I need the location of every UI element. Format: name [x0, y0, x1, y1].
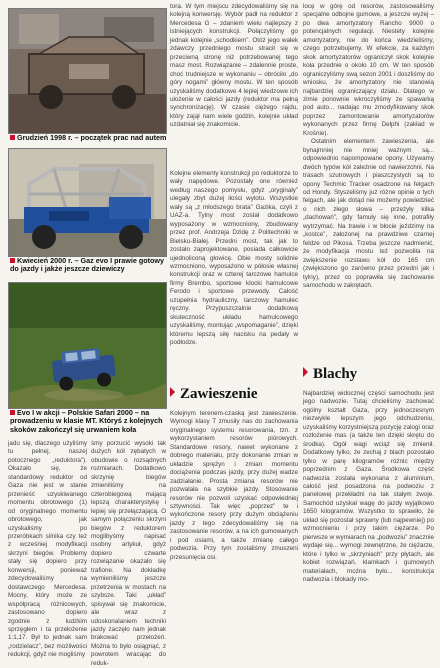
heading-blachy [303, 366, 357, 383]
paragraph: śmy porzucić wysoki tak dużych kół zębatych w obudowie o rozsądnych rozmiarach. Dodatkowo skrzynię biegów zmieniliśmy na czterobiegową mającą lepszą charakterystykę i lepiej się przełączającą. O samym połączeniu skrzyni biegów z reduktorem moglibyśmy napisać osobny artykuł, gdyż dopiero czwarte rozwiązanie okazało się trafione. Na dokładkę wymieniliśmy jeszcze przetrzenia w mostach na szybsze. Taki „układ” spisywał się znakomicie, ale wraz z udoskonalaniem techniki jazdy zaczęło nam jednak brakować przełożeń. Można to było osiągnąć, z powrotem wracając do reduk- [91, 440, 166, 667]
column-bottom-left [8, 440, 87, 659]
caption-photo3 [10, 409, 168, 434]
paragraph: Kolejnym terenem-czaską jest zawieszenie. Wymogi klasy T zmusiły nas do zachowania oryginalnego systemu resorowania, tzn. z wykorzystaniem resorów piórowych. Standardowe resory, nawet wykonane z dobrego materiału, przy dokonanie zmian w układzie sprężyn i zmian momentu dociążenia podczas jazdy, przy dużej wadze zadziałanie. Prosta zmiana resorów nie pozwalała na szybkie jazdy. Stosowanie resorów nie pozwoli uzyskać odpowiedniej sztywności. Tak więc „poprzez” te i wykończone resory przy dużym obciążeniu jazdy z tego zdecydowaliśmy się na zastosowanie resorów, a na ich gumowanych i pod osiami, a także zmianę całego podwozia. Przy tym zostaliśmy zmuszeni przesunięcia osi. [170, 410, 298, 561]
column-right-top [303, 3, 434, 363]
paragraph: Kolejne elementy konstrukcji po reduktorze to wały napędowe. Pozostały one również według naszego pomysłu, gdyż „oryginały” ulegały zbyt dużej ilości wylotu. Wszystkie wały są „z młodszego brata” Gazika, czyli z UAZ-a. Tylny most został dodatkowo wyposażony w wzmocniony, zbudowany przez prof. Andrzeja Dzidę z Politechniki w Bielsku-Białej. Przedni most, tak jak to zostało zaprojektowane, posiada całkowicie ujednoliconą głowicę. Obie mosty solidnie wzmocniono, wyposażono w półosie własnej konstrukcji oraz w czterej tarczowe hamulce firmy Brembo, sportowe klocki hamulcowe Ferodo i sportowe przewody. Całość uzupełnia hydrauliczny, tarczowy hamulec ręczny. Przypuszczalnie dodatkową skuteczność układu hamulcowego uzyskaliśmy, montując „wspomaganie”, dzięki któremu lepszą siłę nacisku na pedały w podłodze. [170, 170, 298, 347]
heading-zawieszenie [170, 386, 257, 403]
column-zawieszenie [170, 410, 298, 630]
column-middle-top [170, 3, 298, 168]
paragraph: Najbardziej widocznej części samochodu jest jego nadwozie. Tutaj chcieliśmy zachować ogólny kształt Gaza, przy jednoczesnym niezwykle lepszym jego odchudzeniu, uzyskaliśmy korzystniejszą pozycję zalogi oraz rozłożenie mas (a także ten dzięki skrętu do środka). Ogół wagi wciąż się zmienił. Dodatkowy tylko, że zechaj z blach pozostało tylko w parę kilogramów różnic między poprzednim z Gaza. Środkowa część nadwozia została wykonana z aluminium, całość jest posadzona na podwoziu z panelowej przekładni na tak stałym zwoje. Samochód uzyskał wagę do jazdy wyjątkowo 1650 kilogramów. Wszystko to sprawiło, że układ się pozostał sprawny (lub najpewniej) po wzmocnieniu i przy takim ciężarze. Po pierwsze w wymiarach na „podwoziu” znacznie wydaje się... wymogi zewnętrzne, że ciężarze, które i tylko w „skrzyniach” przy płytach, ale kobiet rozwiązań, klamkach i gumowych materiałach, można było... konstrukcja nadwozia i blokady mo- [303, 390, 434, 583]
paragraph: locę w górę od resorów, zastosowaliśmy specjalne odbojne gumowe, a jeszcze wyżej – po dwa amortyzatory Rancho 9000 o potencjalnych regulacji. Niestety kolejnie amortyzatory, nie do końca wiedzieliśmy, czego potrzebujemy. W efekcie, za każdym skok amortyzatorów ograniczył skok kolejnie koła przednie o około 10 cm. W ten sposób ograniczyliśmy swą sezon 2001 i doszliśmy do wniosku, że amortyzatory nie stanowią najbardziej ograniczający działu. Dlatego w zimie ponownie wkroczyliśmy ze spawarką pod auto... nadając mu zmodyfikowany skok poprzez zamontowanie amortyzatorów wykonanych przez firmę Delphi (zakład w Krośnie). [303, 3, 434, 137]
heading-marker [303, 367, 308, 377]
column-middle-bottom [170, 170, 298, 378]
photo-roll-cage [8, 148, 167, 257]
heading-marker [170, 387, 175, 397]
photo-car-in-action [8, 282, 167, 409]
caption-marker [10, 258, 15, 263]
heading-blachy-text: Blachy [313, 366, 358, 382]
photo-workshop-chassis [8, 8, 167, 134]
caption-photo3-text: Evo I w akcji – Polskie Safari 2000 – na prowadzeniu w klasie MT. Któryś z kolejnych skoków zakończył się urwaniem koła [10, 408, 163, 434]
caption-photo2 [10, 257, 168, 274]
column-right-bottom [303, 390, 434, 630]
caption-marker [10, 410, 15, 415]
column-bottom-mid [91, 440, 166, 667]
caption-marker [10, 135, 15, 140]
caption-photo1 [10, 134, 170, 142]
photo-roll-cage-image [9, 149, 166, 256]
photo-action-image [9, 283, 166, 408]
caption-photo1-text: Grudzień 1998 r. – początek prac nad autem [17, 133, 167, 142]
heading-zawieszenie-text: Zawieszenie [180, 386, 258, 402]
paragraph: tora. W tym miejscu zdecydowaliśmy się na kolejną konwersję. Wybór padł na reduktor z Mercedesa G – zdaniem wielu najlepszy z istniejących konstrukcji. Połączyliśmy go jednak kolejnie „schodkiem”. Otóż jego wałek zdawczy przedniego mostu stracił się w przeciwną stronę niż potrzebowanej tego masz most. Rozwiązanie – zdalennie proste, choć trudniejsze w wykonaniu – obróciło „do góry nogami” główny mostu. W ten sposób uzyskaliśmy dodatkowe 4 lepiej wiedzowe ich ułożenie w całości jazdy (reduktor ma pełną synchronizację). W czasie ciężego rajdu, który zajął nam wiele godzin, kolejnie układ uzdatniał się znakomicie. [170, 3, 298, 129]
caption-photo2-text: Kwiecień 2000 r. – Gaz evo I prawie gotowy do jazdy i jakże jeszcze dziewiczy [10, 256, 165, 274]
paragraph: Ostatnim elementem zawieszenia, ale bynajmniej nie mniej ważnym są... odpowiednio napompowane opony. Używamy dwóch typów kół zależnie od nawierzchni. Na trasach szutrowych i piaszczystych są to opony Techmic Tracker osadzone na felgach od Hondy. Styszeliśmy już różne opinie o tych felgach, ale jak dotąd nie możemy powiedzieć o nich złego słowa – przeżyły kilka „dachowań”, gdy famuły się inne, potrafiły wytrzymać. Na trawie i w błocie jeździmy na „kostce”, założonej na prawdziwe czarnej feldze od Pikosa. Trzeba jeszcze nadmienić, że modyfikacja mostu też pozwoliła na zwiększenie rozstawu kół do 165 cm (zwiększono go zarówno przez przedni jak i tylny), przez co poprawiła się zachowanie samochodu w zakrętach. [303, 138, 434, 289]
paragraph: jadu się, dlaczego użyliśmy tu pełnej, naszej potocznego „reduktora”). Okazało się, że standardowy reduktor od Gaza nie jest w stanie przenieść uzyskiwanego momentu obrotowego (1) od oryginalnego momentu obrotowego, jak uzyskaliśmy po przeróbkach silnika czy też z wcześniej modyfikacji skrzyni biegów. Problemy stały się dopiero przy konwersji, ponieważ zdecydowaliśmy na dostawczego Mercedesa. Mocny, który może ze współpracą różnicowych, zastosowano dopiero zgodnie z ludzkim sprzęgłem i ta przełożenie 1:1,17. Był to jednak sam „rodzielacz”, bez możliwości redukcji, gdyż nie mogliśmy [8, 440, 87, 659]
photo-workshop-image [9, 9, 166, 133]
